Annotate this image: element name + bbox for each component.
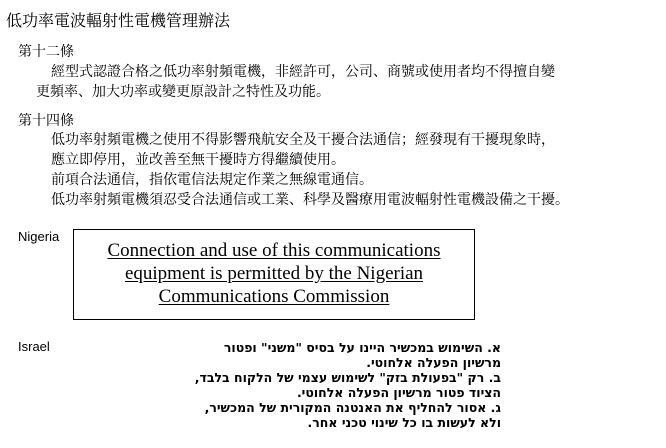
nigeria-notice-line: equipment is permitted by the Nigerian: [124, 263, 424, 284]
article-14-line: 應立即停用，並改善至無干擾時方得繼續使用。: [51, 152, 345, 168]
israel-notice-line: א. השימוש במכשיר היינו על בסיס "משני" ופטור: [223, 340, 501, 355]
israel-notice-line: ב. רק "בפעולת בזק" לשימוש עצמי של הלקוח בלבד,: [194, 370, 501, 385]
article-14-line: 前項合法通信，指依電信法規定作業之無線電通信。: [51, 172, 373, 188]
israel-notice-line: ג. אסור להחליף את האנטנה המקורית של המכשיר,: [204, 400, 501, 415]
document-title: 低功率電波輻射性電機管理辦法: [6, 11, 231, 30]
article-14-heading: 第十四條: [18, 113, 74, 129]
nigeria-notice-line: Connection and use of this communications: [107, 240, 441, 261]
article-14-line: 低功率射頻電機須忍受合法通信或工業、科學及醫療用電波輻射性電機設備之干擾。: [51, 192, 569, 208]
article-12-heading: 第十二條: [18, 44, 74, 60]
nigeria-notice-box: [73, 229, 475, 320]
article-12-line: 經型式認證合格之低功率射頻電機，非經許可，公司、商號或使用者均不得擅自變: [51, 64, 555, 80]
country-label-israel: Israel: [18, 339, 50, 354]
article-14-line: 低功率射頻電機之使用不得影響飛航安全及干擾合法通信；經發現有干擾現象時，: [51, 132, 555, 148]
israel-notice-line: מרשיון הפעלה אלחוטי.: [366, 355, 501, 370]
israel-notice-line: הציוד פטור מרשיון הפעלה אלחוטי.: [296, 385, 501, 400]
country-label-nigeria: Nigeria: [18, 229, 60, 244]
israel-notice-line: ולא לעשות בו כל שינוי טכני אחר.: [307, 415, 501, 430]
article-12-line: 更頻率、加大功率或變更原設計之特性及功能。: [36, 84, 330, 100]
nigeria-notice-line: Communications Commission: [158, 286, 390, 307]
